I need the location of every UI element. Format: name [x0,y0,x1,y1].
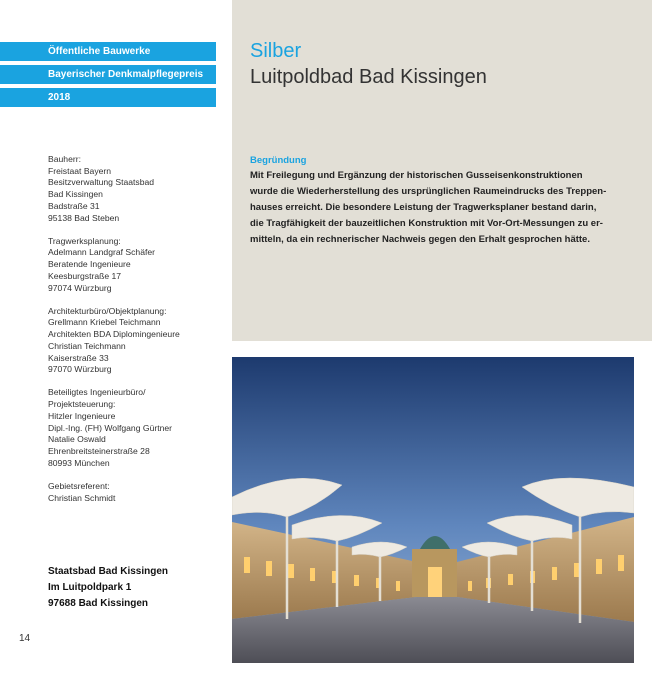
award-level: Silber [250,40,302,62]
credit-line: Dipl.-Ing. (FH) Wolfgang Gürtner [48,422,173,433]
credit-line: Architekten BDA Diplomingenieure [48,329,180,340]
credit-line: Kaiserstraße 33 [48,352,109,363]
credit-line: 95138 Bad Steben [48,212,120,223]
credit-block-referent [48,481,223,504]
credit-line: Grellmann Kriebel Teichmann [48,317,161,328]
credit-heading: Tragwerksplanung: [48,235,121,246]
credit-line: 97070 Würzburg [48,364,112,375]
credit-line: Christian Teichmann [48,340,126,351]
reason-line: wurde die Wiederherstellung des ursprünglichen Raumeindrucks des Treppen- [250,186,607,197]
credits-sidebar [48,154,223,516]
credit-heading: Beteiligtes Ingenieurbüro/ [48,387,146,398]
address-line: 97688 Bad Kissingen [48,598,149,609]
address-line: Im Luitpoldpark 1 [48,582,132,593]
project-title: Luitpoldbad Bad Kissingen [250,66,487,88]
credit-block-tragwerk [48,236,223,295]
credit-line: Christian Schmidt [48,492,116,503]
credit-line: Badstraße 31 [48,200,100,211]
credit-block-ingenieur [48,387,223,469]
credit-block-architektur [48,306,223,376]
credit-line: Ehrenbreitsteinerstraße 28 [48,445,150,456]
credit-heading: Architekturbüro/Objektplanung: [48,305,167,316]
credit-line: Keesburgstraße 17 [48,270,122,281]
reason-line: Mit Freilegung und Ergänzung der historischen Gusseisenkonstruktionen [250,170,583,181]
credit-block-bauherr [48,154,223,224]
reason-line: mitteln, da ein rechnerischer Nachweis gegen den Erhalt gesprochen hätte. [250,234,590,245]
building-photo [232,357,634,663]
category-tags [0,42,216,111]
page-number: 14 [19,633,31,644]
credit-line: 97074 Würzburg [48,282,112,293]
credit-line: Adelmann Landgraf Schäfer [48,247,156,258]
credit-line: Besitzverwaltung Staatsbad [48,177,155,188]
reason-line: die Tragfähigkeit der bauzeitlichen Konstruktion mit Vor-Ort-Messungen zu er- [250,218,603,229]
credit-line: Beratende Ingenieure [48,259,131,270]
credit-heading: Gebietsreferent: [48,480,110,491]
tag-prize: Bayerischer Denkmalpflegepreis [0,65,216,84]
address-line: Staatsbad Bad Kissingen [48,566,169,577]
credit-line: Freistaat Bayern [48,165,112,176]
credit-line: Hitzler Ingenieure [48,410,116,421]
reason-label: Begründung [250,155,307,166]
tag-category: Öffentliche Bauwerke [0,42,216,61]
credit-heading: Projektsteuerung: [48,399,116,410]
reason-text [250,168,645,248]
tag-year: 2018 [0,88,216,107]
award-panel [232,0,652,341]
credit-heading: Bauherr: [48,154,81,164]
credit-line: 80993 München [48,457,110,468]
reason-line: hauses erreicht. Die besondere Leistung der Tragwerksplaner bestand darin, [250,202,597,213]
credit-line: Bad Kissingen [48,189,103,200]
project-address [48,564,168,612]
credit-line: Natalie Oswald [48,434,106,445]
